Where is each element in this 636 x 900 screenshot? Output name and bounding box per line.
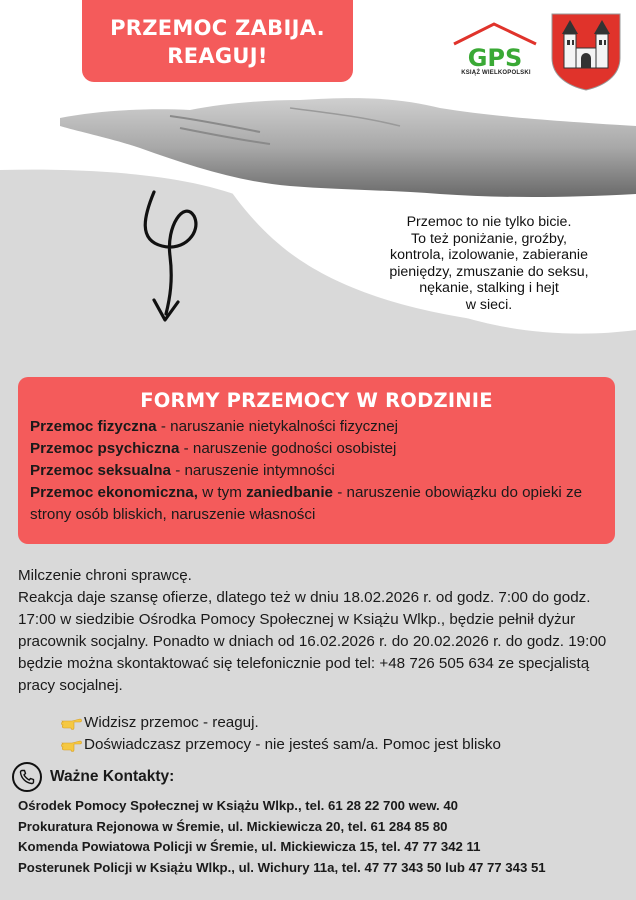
bullet-text: Widzisz przemoc - reaguj.: [84, 714, 259, 731]
forms-item-term: Przemoc seksualna: [30, 462, 171, 479]
forms-item-term: Przemoc ekonomiczna,: [30, 484, 198, 501]
pointing-hand-icon: [60, 715, 82, 731]
coat-of-arms-icon: [550, 12, 622, 92]
forms-item: [30, 416, 603, 438]
quote-line: To też poniżanie, groźby,: [411, 230, 567, 247]
pointing-hand-icon: [60, 737, 82, 753]
forms-item-mid: w tym: [197, 484, 247, 501]
bullet-item: [60, 734, 501, 756]
main-para-2: Reakcja daje szansę ofierze, dlatego też w dniu 18.02.2026 r. od godz. 7:00 do godz. 17:00 w siedzibie Ośrodka Pomocy Społecznej w Książu Wlkp., będzie pełnił dyżur pracownik socjalny. Ponadto w dniach od 16.02.2026 r. do 20.02.2026 r. do godz. 19:00 będzie można skontaktować się telefonicznie pod tel: +48 726 505 634 ze specjalistą pracy socjalnej.: [18, 589, 607, 694]
quote-line: kontrola, izolowanie, zabieranie: [390, 247, 588, 264]
forms-item: [30, 460, 603, 482]
quote-line: w sieci.: [465, 296, 513, 313]
forms-item-desc: - naruszenie obowiązku do opieki ze strony osób bliskich, naruszenie własności: [30, 484, 583, 523]
quote-line: Przemoc to nie tylko bicie.: [406, 214, 572, 230]
main-para-1: Milczenie chroni sprawcę.: [18, 567, 192, 584]
main-announcement: [18, 565, 618, 697]
forms-of-violence-box: [18, 377, 615, 544]
phone-icon: [12, 762, 42, 792]
bullet-item: [60, 712, 501, 734]
contact-item: Komenda Powiatowa Policji w Śremie, ul. Mickiewicza 15, tel. 47 77 342 11: [18, 839, 481, 854]
contacts-list: [18, 796, 628, 878]
contacts-title: Ważne Kontakty:: [50, 768, 175, 785]
forms-item-term: Przemoc fizyczna: [30, 418, 157, 435]
contacts-header: [12, 762, 174, 792]
quote-line: nękanie, stalking i hejt: [419, 280, 559, 297]
contact-item: Posterunek Policji w Książu Wlkp., ul. Wichury 11a, tel. 47 77 343 50 lub 47 77 343 51: [18, 859, 546, 875]
forms-item-term: Przemoc psychiczna: [30, 440, 180, 457]
forms-item-term-2: zaniedbanie: [246, 484, 333, 501]
gps-logo-subtitle: KSIĄŻ WIELKOPOLSKI: [461, 70, 531, 76]
banner-line-1: PRZEMOC ZABIJA.: [110, 16, 325, 40]
curly-arrow-icon: [140, 186, 210, 326]
contact-item: Prokuratura Rejonowa w Śremie, ul. Mickiewicza 20, tel. 61 284 85 80: [18, 818, 448, 834]
gps-logo-letters: GPS: [467, 44, 523, 72]
forms-item: [30, 482, 603, 526]
quote-line: pieniędzy, zmuszanie do seksu,: [389, 263, 589, 280]
contact-item: Ośrodek Pomocy Społecznej w Książu Wlkp., tel. 61 28 22 700 wew. 40: [18, 798, 459, 813]
violence-definition-quote: [364, 214, 614, 314]
forms-item: [30, 438, 603, 460]
forms-item-desc: - naruszanie nietykalności fizycznej: [156, 418, 399, 435]
forms-item-desc: - naruszenie intymności: [170, 462, 335, 479]
forms-title: FORMY PRZEMOCY W RODZINIE: [140, 389, 493, 412]
title-banner: [82, 0, 353, 82]
banner-line-2: REAGUJ!: [167, 44, 268, 68]
forms-item-desc: - naruszenie godności osobistej: [179, 440, 397, 457]
bullet-text: Doświadczasz przemocy - nie jesteś sam/a. Pomoc jest blisko: [84, 736, 501, 753]
bullet-list: [60, 712, 501, 756]
